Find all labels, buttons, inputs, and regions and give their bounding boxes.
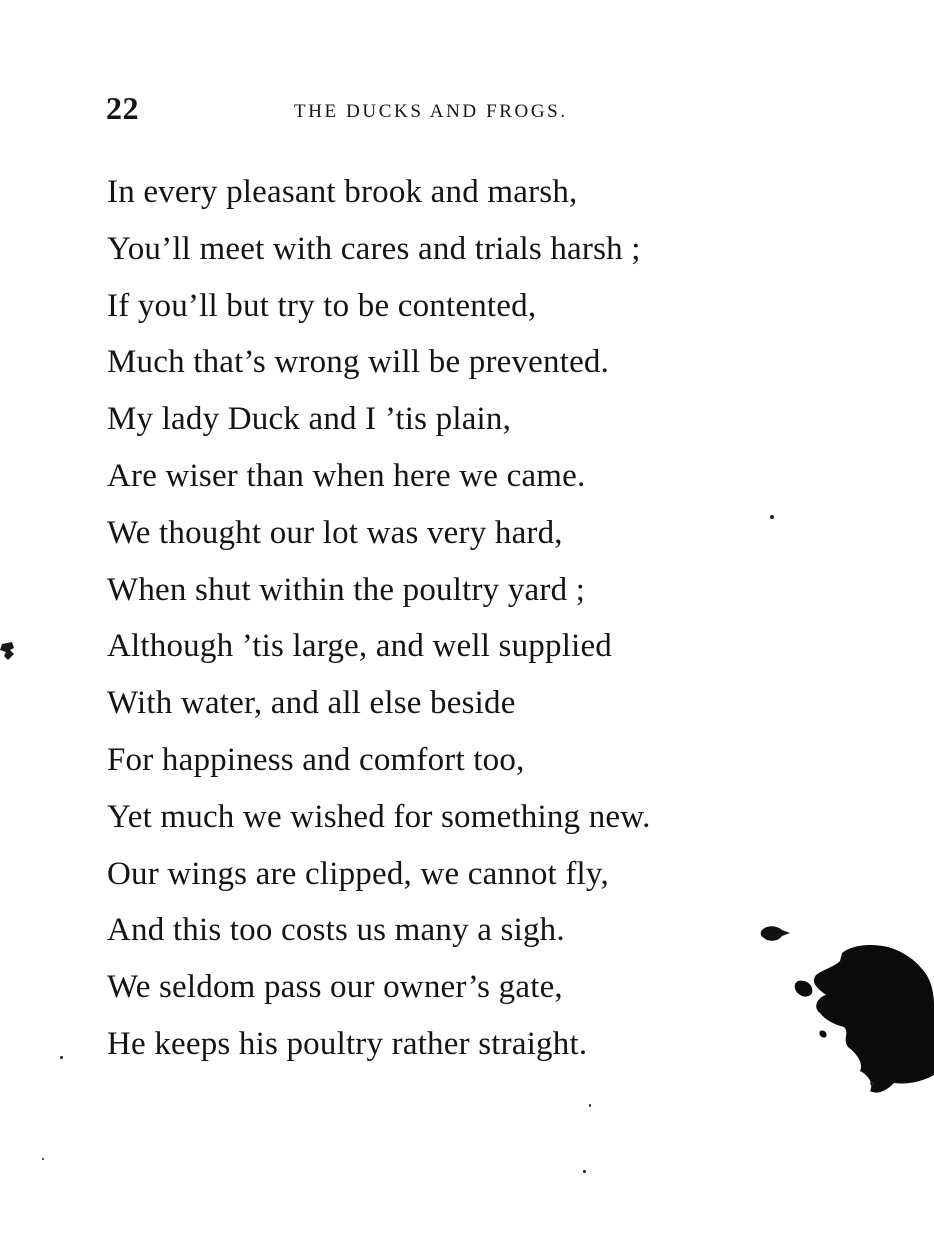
page-number: 22 (106, 90, 139, 126)
verse-line: Our wings are clipped, we cannot fly, (107, 855, 609, 892)
verse-line: For happiness and comfort too, (107, 741, 525, 778)
verse-line: When shut within the poultry yard ; (107, 571, 586, 608)
verse-line: Yet much we wished for something new. (107, 798, 651, 835)
running-head: THE DUCKS AND FROGS. (294, 101, 568, 122)
verse-line: If you’ll but try to be contented, (107, 287, 537, 324)
speck (870, 1082, 874, 1085)
poem (107, 164, 807, 1073)
verse-line: In every pleasant brook and marsh, (107, 174, 578, 210)
verse-line: Are wiser than when here we came. (107, 457, 586, 494)
verse-line: With water, and all else beside (107, 685, 516, 722)
speck (583, 1170, 586, 1173)
verse-line: You’ll meet with cares and trials harsh ; (107, 230, 641, 267)
verse-line: Although ’tis large, and well supplied (107, 628, 612, 665)
ink-blot-large (790, 935, 934, 1095)
speck (60, 1056, 63, 1059)
verse-line: We seldom pass our owner’s gate, (107, 969, 563, 1006)
speck (42, 1158, 44, 1160)
verse-line: Much that’s wrong will be prevented. (107, 344, 610, 381)
margin-mark (0, 640, 16, 662)
speck (770, 515, 774, 519)
verse-line: We thought our lot was very hard, (107, 514, 563, 551)
verse-line: He keeps his poultry rather straight. (107, 1025, 588, 1062)
verse-line: My lady Duck and I ’tis plain, (107, 401, 512, 438)
speck (589, 1104, 591, 1107)
verse-line: And this too costs us many a sigh. (107, 912, 565, 949)
ink-blot-small (760, 922, 792, 944)
